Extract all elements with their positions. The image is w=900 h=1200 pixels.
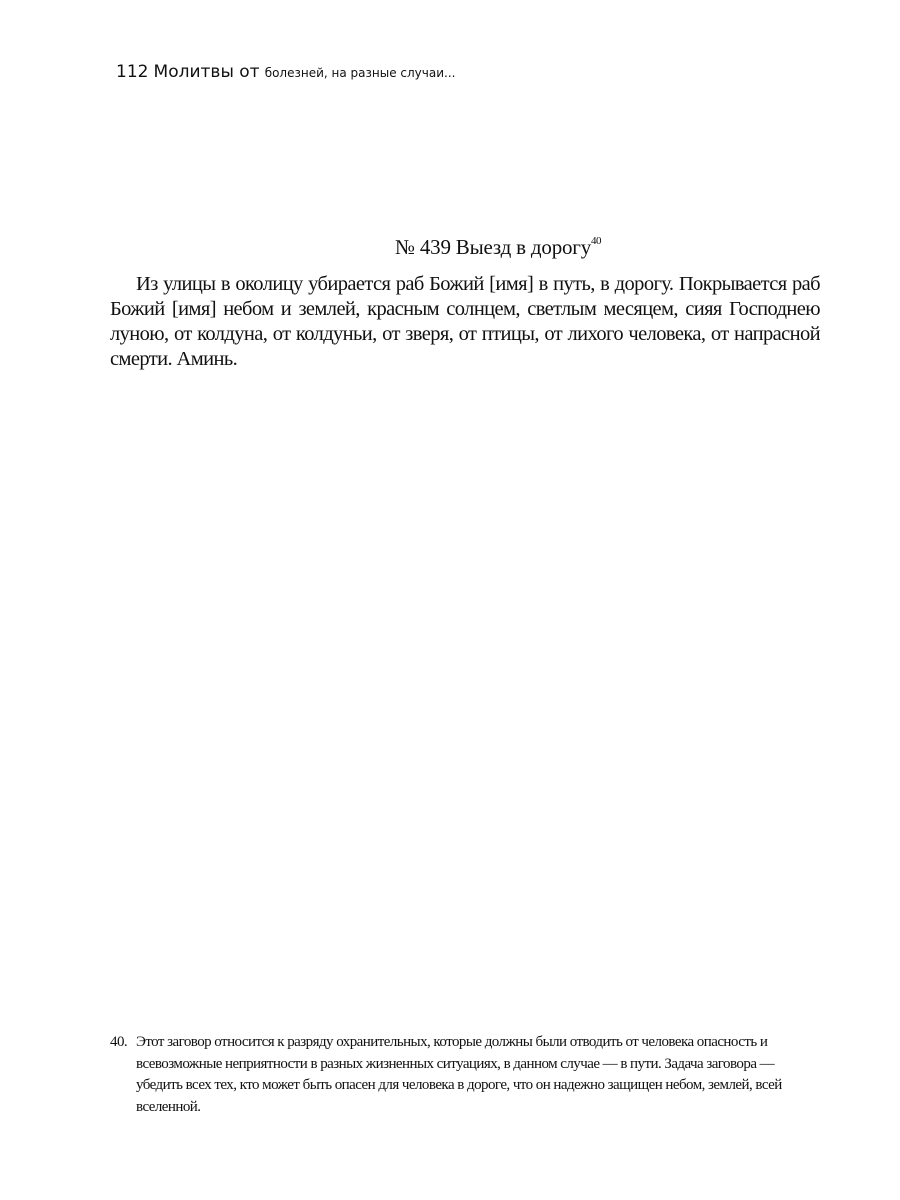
footnote-number: 40. — [110, 1034, 128, 1050]
prayer-title-text: № 439 Выезд в дорогу — [394, 235, 592, 259]
footnote-text: Этот заговор относится к разряду охранительных, которые должны были отводить от человека опасность и всевозможные неприятности в разных жизненных ситуациях, в данном случае — в пути. Задача заговора — убедить всех тех, кто может быть опасен для человека в дороге, что он надежно защищен небом, землей, всей вселенной. — [136, 1034, 782, 1115]
running-header — [116, 62, 455, 82]
prayer-title — [110, 230, 820, 260]
page-number: 112 — [116, 62, 149, 82]
footnote — [110, 1032, 822, 1118]
footnote-reference[interactable]: 40 — [591, 235, 602, 247]
book-title: Молитвы от — [153, 62, 260, 82]
book-subtitle: болезней, на разные случаи... — [264, 66, 456, 80]
prayer-body: Из улицы в околицу убирается раб Божий [имя] в путь, в дорогу. Покрывается раб Божий [имя] небом и землей, красным солнцем, светлым месяцем, сияя Господнею луною, от колдуна, от колдуньи, от зверя, от птицы, от лихого человека, от напрасной смерти. Аминь. — [110, 273, 820, 370]
